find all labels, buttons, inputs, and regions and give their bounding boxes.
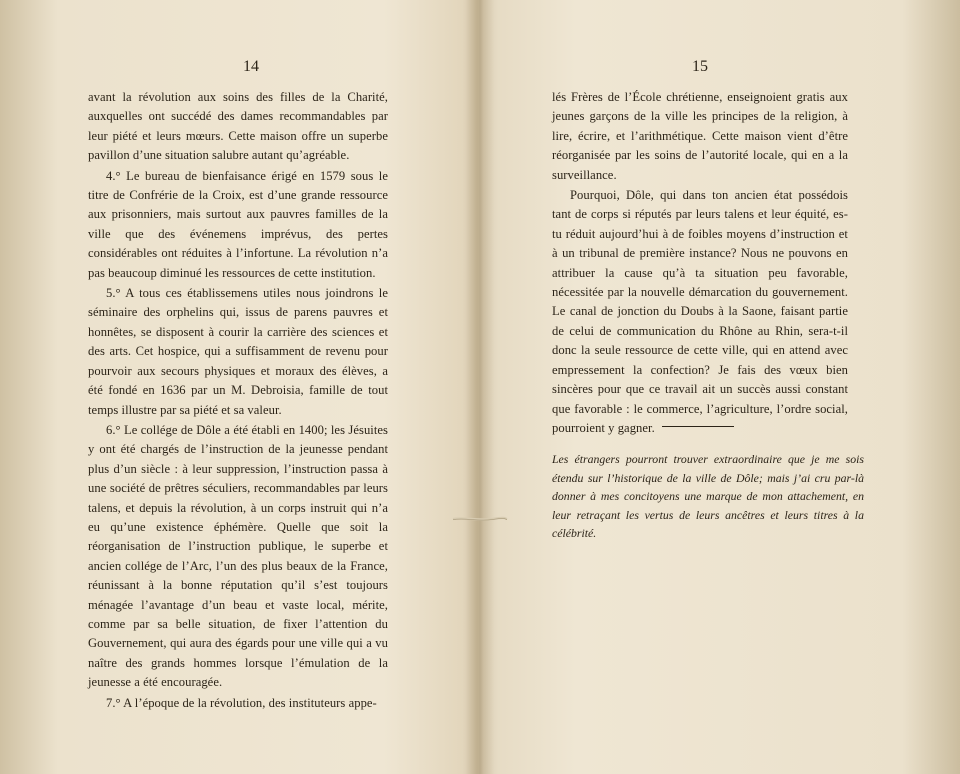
right-page: [480, 0, 960, 774]
page-number: 15: [692, 58, 708, 75]
paragraph: 6.° Le collége de Dôle a été établi en 1400; les Jésuites y ont été chargés de l’instruction de la jeunesse pendant plus d’un siècle : à leur suppression, l’instruction passa à une société de prêtres séculiers, recommandables par leurs talens, et depuis la révolution, à un corps instruit qui n’a eu qu’une existence éphémère. Quelle que soit la réorganisation de l’instruction publique, le superbe et ancien collége de l’Arc, l’un des plus beaux de la France, réunissant à la bonne réputation qu’il s’est toujours ménagée l’avantage d’un beau et vaste local, mérite, comme par sa belle situation, de fixer l’attention du Gouvernement, qui aura des égards pour une ville qui a vu naître des grands hommes lorsque l’émulation de la jeunesse a été encouragée.: [88, 422, 388, 690]
page-body: [552, 88, 848, 438]
paragraph: 5.° A tous ces établissemens utiles nous joindrons le séminaire des orphelins qui, issus de parens pauvres et honnêtes, se disposent à courir la carrière des sciences et des arts. Cet hospice, qui a suffisamment de revenu pour pourvoir aux secours physiques et moraux des élèves, a été fondé en 1636 par un M. Debroisia, famille de tout temps illustre par sa piété et sa valeur.: [88, 286, 388, 417]
paragraph: 4.° Le bureau de bienfaisance érigé en 1579 sous le titre de Confrérie de la Croix, est d’une grande ressource aux prisonniers, mais surtout aux pauvres familles de la ville que des événemens imprévus, des pertes considérables ont réduites à l’infortune. La révolution n’a pas beaucoup diminué les ressources de cette institution.: [88, 168, 388, 280]
note-text: Les étrangers pourront trouver extraordinaire que je me sois étendu sur l’historique de la ville de Dôle; mais j’ai cru par-là donner à mes concitoyens une marque de mon attachement, en leur retraçant les vertus de leurs ancêtres et leurs titres à la célébrité.: [552, 452, 864, 541]
page-body: [88, 88, 388, 713]
paragraph: avant la révolution aux soins des filles de la Charité, auxquelles ont succédé des dames recommandables par leur piété et leurs mœurs. Cette maison offre un superbe pavillon d’une situation salubre autant qu’agréable.: [88, 90, 388, 163]
paragraph: Pourquoi, Dôle, qui dans ton ancien état possédois tant de corps si réputés par leurs talens et leur équité, es-tu réduit aujourd’hui à de foibles moyens d’instruction et à un tribunal de première instance? Nous ne pouvons en attribuer la cause qu’à ta situation peu favorable, nécessitée par la nouvelle démarcation du gouvernement. Le canal de jonction du Doubs à la Saone, faisant partie de celui de communication du Rhône au Rhin, sera-t-il donc la seule ressource de cette ville, qui en attend avec empressement la confection? Je fais des vœux bien sincères pour que ce travail ait un succès aussi constant que favorable : le commerce, l’agriculture, l’ordre social, pourroient y gagner.: [552, 188, 848, 435]
paragraph: 7.° A l’époque de la révolution, des instituteurs appe-: [106, 695, 377, 710]
separator-rule: [662, 426, 734, 427]
author-note: [552, 450, 864, 543]
page-number: 14: [243, 58, 259, 75]
paragraph: lés Frères de l’École chrétienne, enseignoient gratis aux jeunes garçons de la ville les principes de la religion, à lire, écrire, et l’arithmétique. Cette maison vient d’être réorganisée par les soins de l’autorité locale, qui en a la surveillance.: [552, 90, 848, 182]
